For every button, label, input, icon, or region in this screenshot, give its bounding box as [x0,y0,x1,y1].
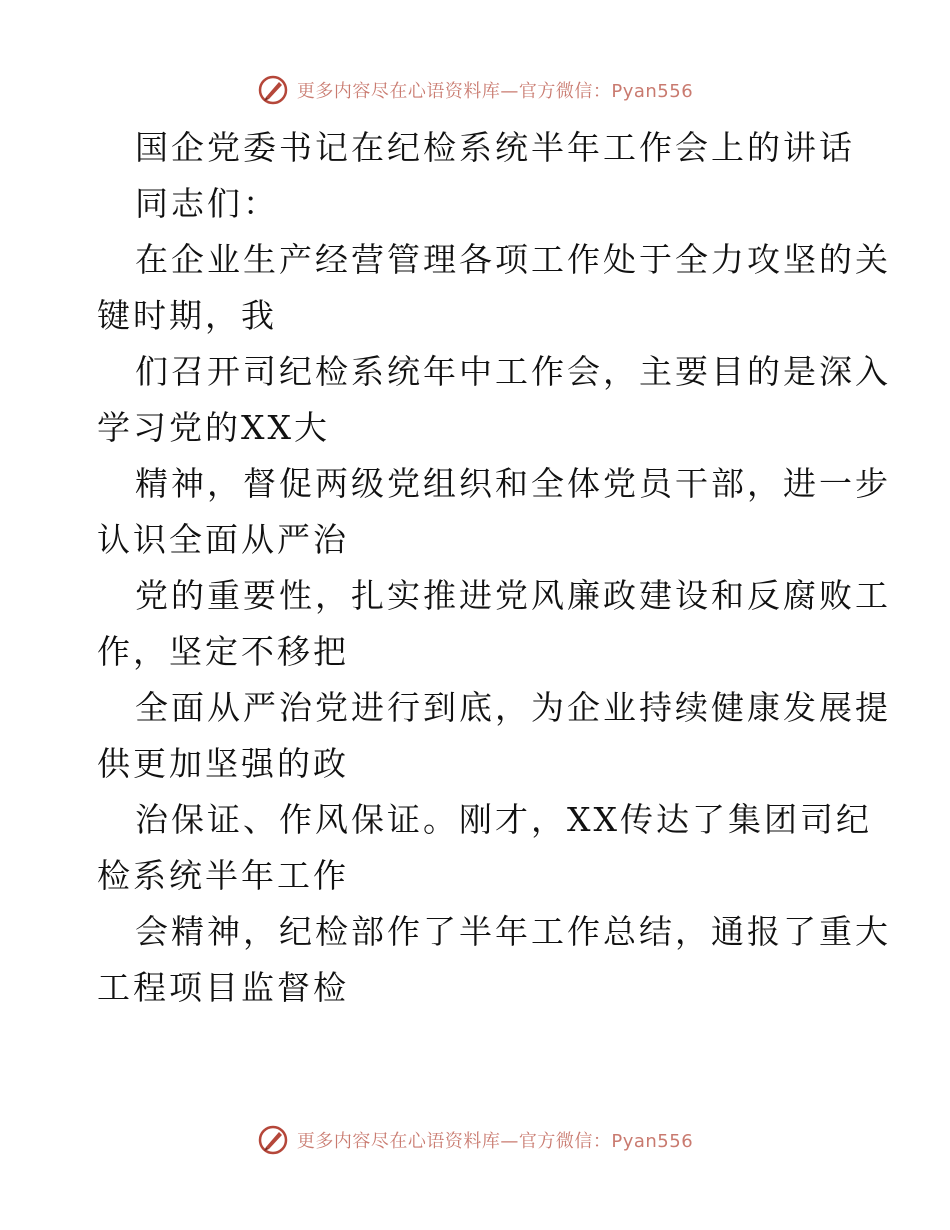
text-line: 学习党的XX大 [97,408,330,447]
text-line: 党的重要性，扎实推进党风廉政建设和反腐败工 [135,576,891,615]
document-body [97,120,891,1016]
quill-pen-circle-icon [257,74,289,106]
text-line: 认识全面从严治 [97,520,349,559]
text-line: 全面从严治党进行到底，为企业持续健康发展提 [135,688,891,727]
watermark-banner-top [0,72,950,108]
document-title: 国企党委书记在纪检系统半年工作会上的讲话 [135,128,855,167]
text-line: 精神，督促两级党组织和全体党员干部，进一步 [135,464,891,503]
watermark-banner-bottom [0,1122,950,1158]
quill-pen-circle-icon [257,1124,289,1156]
text-line: 在企业生产经营管理各项工作处于全力攻坚的关 [135,240,891,279]
text-line: 治保证、作风保证。刚才，XX传达了集团司纪 [135,800,872,839]
salutation: 同志们： [135,184,279,223]
text-line: 们召开司纪检系统年中工作会，主要目的是深入 [135,352,891,391]
text-line: 检系统半年工作 [97,856,349,895]
text-line: 工程项目监督检 [97,968,349,1007]
watermark-text: 更多内容尽在心语资料库—官方微信：Pyan556 [296,81,694,102]
text-line: 供更加坚强的政 [97,744,349,783]
text-line: 会精神，纪检部作了半年工作总结，通报了重大 [135,912,891,951]
watermark-text: 更多内容尽在心语资料库—官方微信：Pyan556 [296,1131,694,1152]
text-line: 键时期，我 [97,296,277,335]
text-line: 作，坚定不移把 [97,632,349,671]
